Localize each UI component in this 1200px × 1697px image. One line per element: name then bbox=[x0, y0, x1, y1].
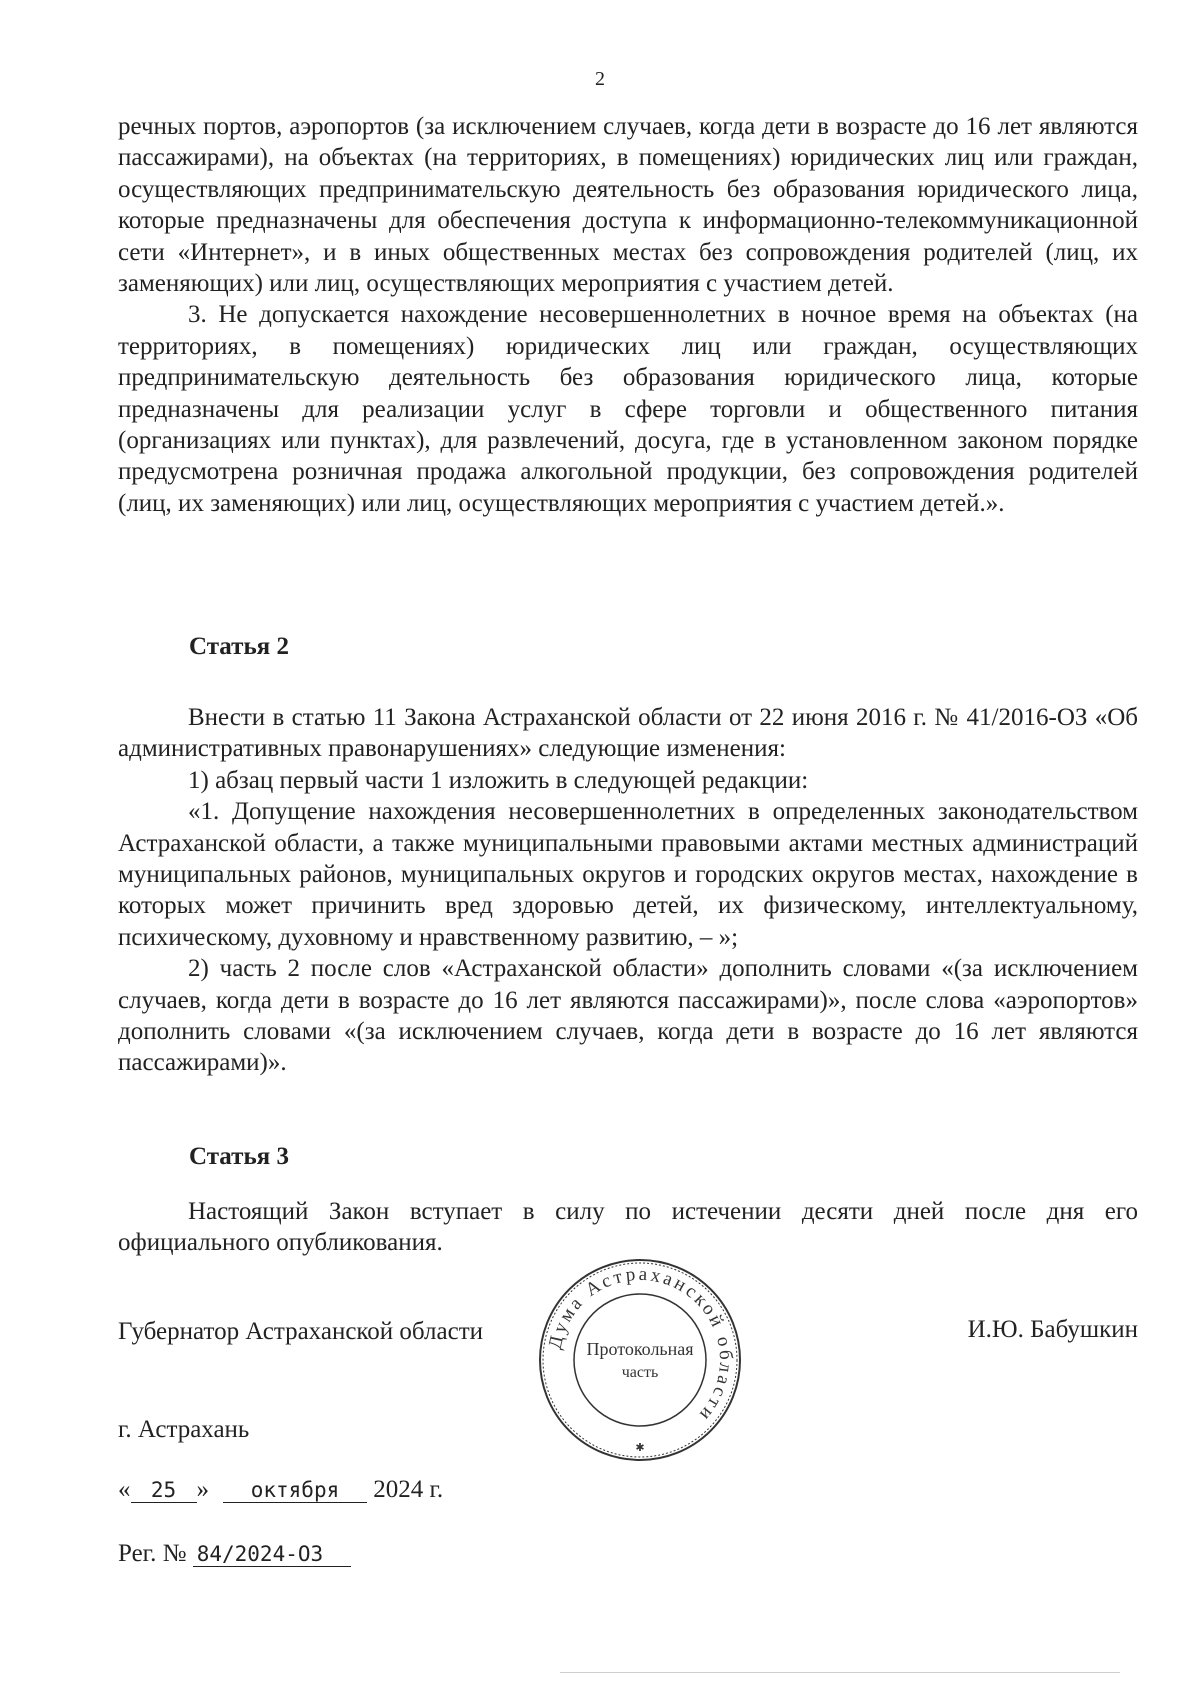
date-day: 25 bbox=[131, 1478, 197, 1503]
paragraph: Настоящий Закон вступает в силу по истечении десяти дней после дня его официального опубликования. bbox=[118, 1198, 1138, 1257]
star-icon: ✱ bbox=[635, 1441, 645, 1454]
stamp-inner-line1: Протокольная bbox=[586, 1339, 694, 1359]
reg-number-value: 84/2024-ОЗ bbox=[193, 1542, 351, 1567]
article-2-text bbox=[118, 702, 1138, 1079]
governor-title: Губернатор Астраханской области bbox=[118, 1318, 484, 1345]
date-open-quote: « bbox=[118, 1476, 131, 1503]
paragraph: Внести в статью 11 Закона Астраханской области от 22 июня 2016 г. № 41/2016-ОЗ «Об административных правонарушениях» следующие изменения: bbox=[118, 704, 1138, 763]
stamp-inner-line2: часть bbox=[621, 1364, 659, 1381]
paragraph: «1. Допущение нахождения несовершеннолетних в определенных законодательством Астраханской области, а также муниципальными правовыми актами местных администраций муниципальных районов, муниципальных округов и городских округов местах, нахождение в которых может причинить вред здоровью детей, их физическому, интеллектуальному, психическому, духовному и нравственному развитию, – »; bbox=[118, 798, 1138, 951]
footer-divider bbox=[560, 1672, 1120, 1673]
registration-number bbox=[118, 1540, 351, 1568]
official-stamp bbox=[535, 1255, 745, 1465]
date-month: октября bbox=[223, 1478, 367, 1503]
stamp-seal-icon bbox=[535, 1255, 745, 1465]
signing-date bbox=[118, 1476, 443, 1504]
paragraph: речных портов, аэропортов (за исключением случаев, когда дети в возрасте до 16 лет являются пассажирами), на объектах (на территориях, в помещениях) юридических лиц или граждан, осуществляющих предпринимательскую деятельность без образования юридического лица, которые предназначены для обеспечения доступа к информационно-телекоммуникационной сети «Интернет», и в иных общественных местах без сопровождения родителей (лиц, их заменяющих) или лиц, осуществляющих мероприятия с участием детей. bbox=[118, 113, 1138, 298]
continuation-text bbox=[118, 111, 1138, 519]
article-2-heading: Статья 2 bbox=[189, 633, 289, 660]
article-3-heading: Статья 3 bbox=[189, 1143, 289, 1170]
paragraph: 2) часть 2 после слов «Астраханской области» дополнить словами «(за исключением случаев, когда дети в возрасте до 16 лет являются пассажирами)», после слова «аэропортов» дополнить словами «(за исключением случаев, когда дети в возрасте до 16 лет являются пассажирами)». bbox=[118, 955, 1138, 1077]
article-3-text bbox=[118, 1196, 1138, 1259]
governor-name: И.Ю. Бабушкин bbox=[967, 1316, 1138, 1343]
reg-prefix: Рег. № bbox=[118, 1540, 187, 1567]
date-close-quote: » bbox=[196, 1476, 209, 1503]
city: г. Астрахань bbox=[118, 1416, 250, 1443]
paragraph: 3. Не допускается нахождение несовершеннолетних в ночное время на объектах (на территориях, в помещениях) юридических лиц или граждан, осуществляющих предпринимательскую деятельность без образования юридического лица, которые предназначены для реализации услуг в сфере торговли и общественного питания (организациях или пунктах), для развлечений, досуга, где в установленном законом порядке предусмотрена розничная продажа алкогольной продукции, без сопровождения родителей (лиц, их заменяющих) или лиц, осуществляющих мероприятия с участием детей.». bbox=[118, 301, 1138, 517]
stamp-outer-text: Дума Астраханской области bbox=[544, 1263, 737, 1427]
page-number: 2 bbox=[595, 68, 605, 90]
date-year: 2024 г. bbox=[373, 1476, 444, 1503]
paragraph: 1) абзац первый части 1 изложить в следующей редакции: bbox=[188, 766, 809, 794]
